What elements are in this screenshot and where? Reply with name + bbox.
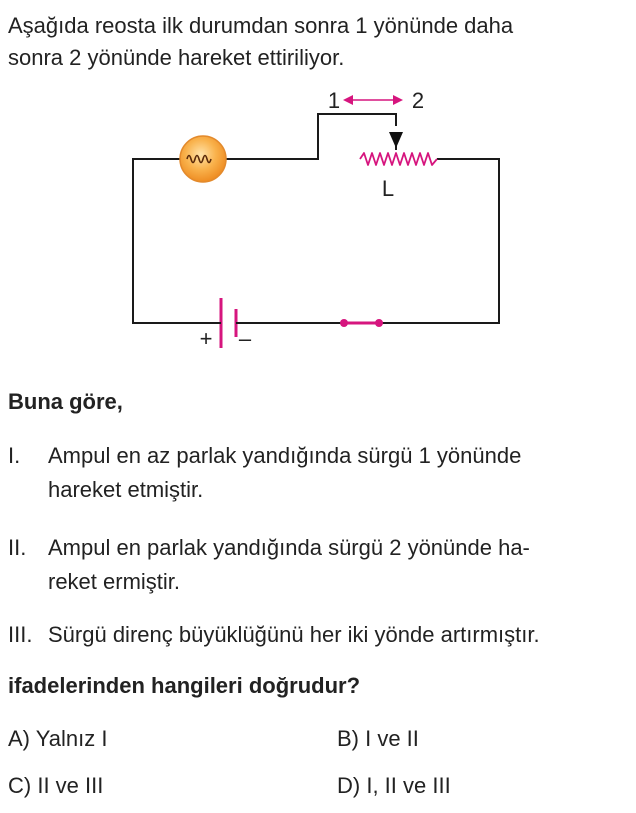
statement-1-line-1: Ampul en az parlak yandığında sürgü 1 yönünde — [48, 443, 522, 468]
direction-1-label: 1 — [327, 88, 341, 113]
bulb-icon — [180, 136, 226, 182]
statement-2-numeral: II. — [8, 535, 27, 560]
intro-line-2: sonra 2 yönünde hareket ettiriliyor. — [8, 45, 345, 70]
rheostat-label: L — [381, 176, 395, 201]
direction-2-label: 2 — [411, 88, 425, 113]
statement-3-numeral: III. — [8, 622, 33, 647]
intro-line-1: Aşağıda reosta ilk durumdan sonra 1 yönünde daha — [8, 13, 514, 38]
lead-in-text: Buna göre, — [8, 389, 123, 414]
option-a[interactable]: A) Yalnız I — [8, 726, 108, 751]
direction-arrows-icon — [343, 95, 403, 105]
rheostat-resistor-icon — [360, 153, 437, 165]
option-b[interactable]: B) I ve II — [337, 726, 419, 751]
statement-1-line-2: hareket etmiştir. — [48, 477, 204, 502]
question-prompt: ifadelerinden hangileri doğrudur? — [8, 673, 361, 698]
statement-2-line-2: reket ermiştir. — [48, 569, 181, 594]
statement-3-line-1: Sürgü direnç büyüklüğünü her iki yönde artırmıştır. — [48, 622, 540, 647]
battery-plus-label: + — [199, 326, 213, 351]
battery-minus-label: – — [238, 326, 252, 351]
slider-arrow-icon — [389, 132, 403, 148]
option-d[interactable]: D) I, II ve III — [337, 773, 451, 798]
statement-1-numeral: I. — [8, 443, 21, 468]
statement-2-line-1: Ampul en parlak yandığında sürgü 2 yönünde ha- — [48, 535, 530, 560]
switch-icon — [340, 319, 383, 327]
option-c[interactable]: C) II ve III — [8, 773, 104, 798]
circuit-diagram — [0, 0, 636, 380]
